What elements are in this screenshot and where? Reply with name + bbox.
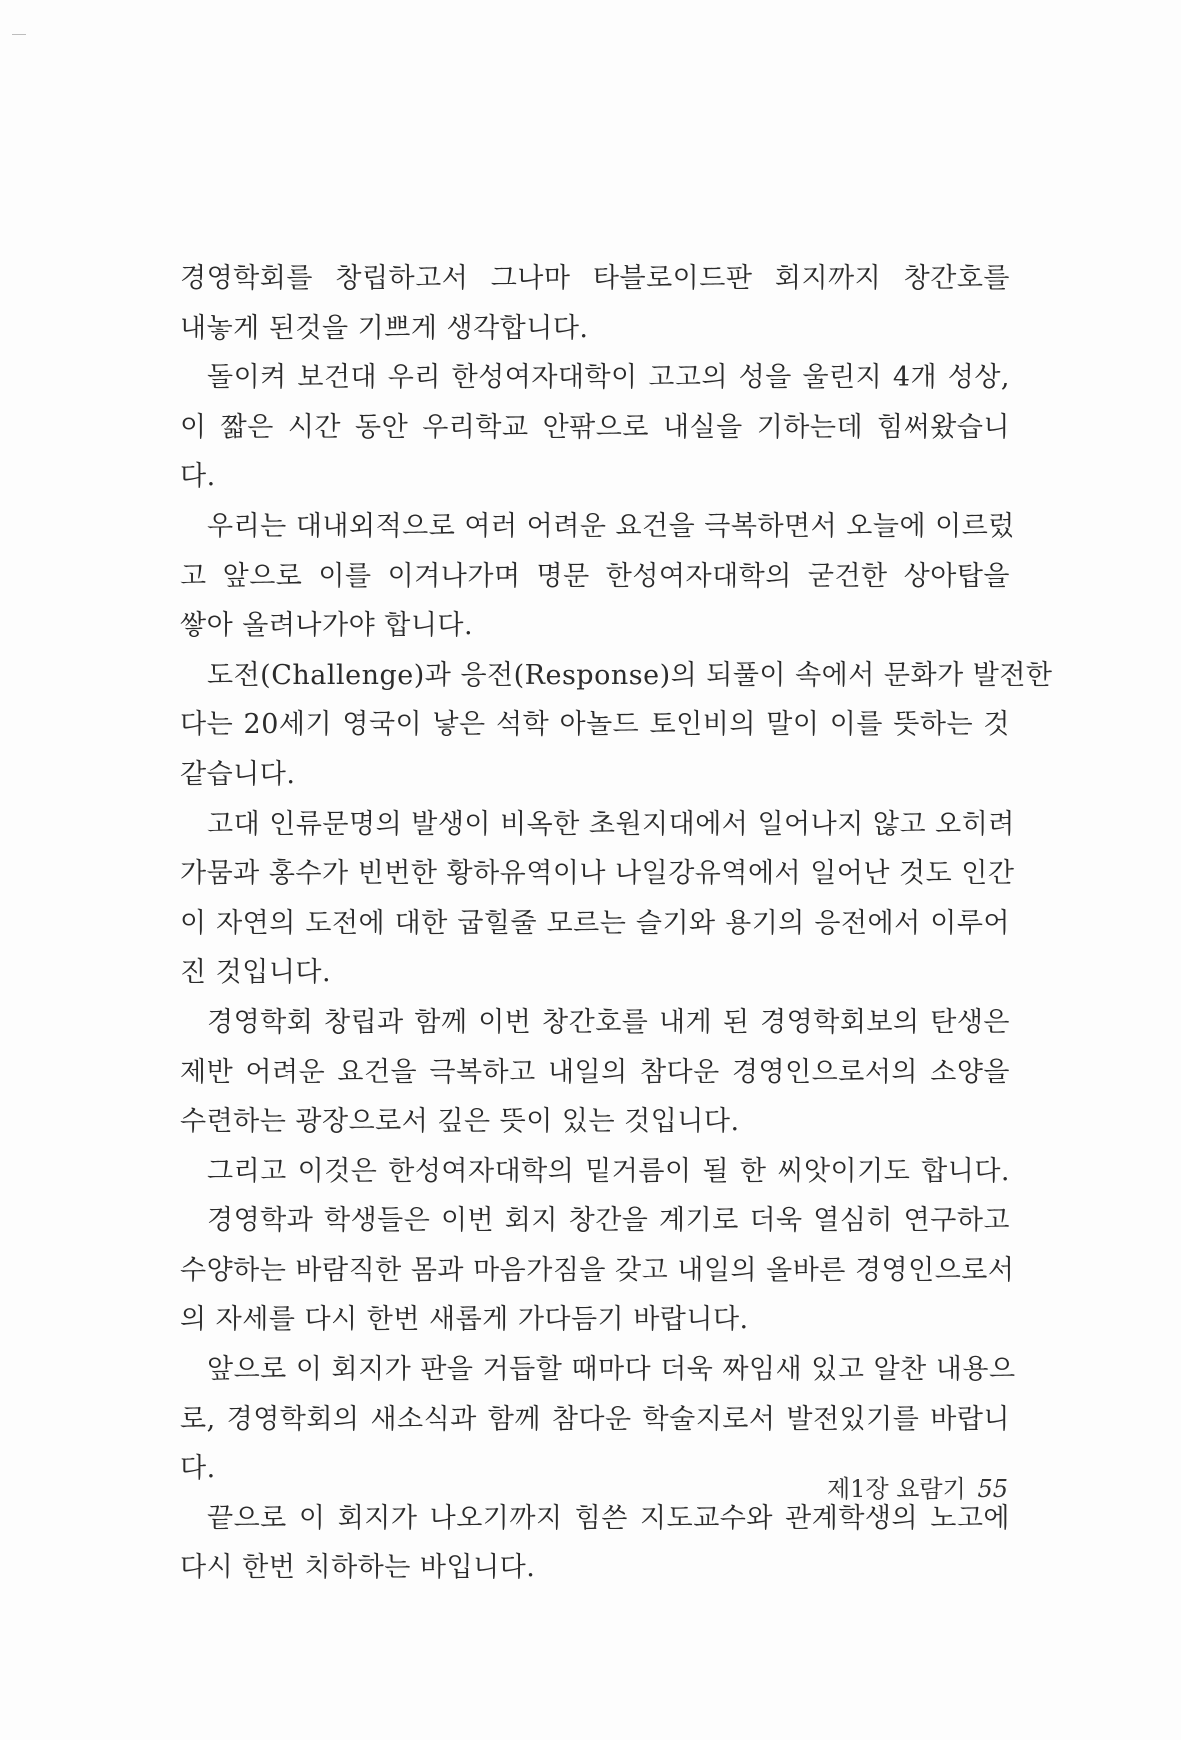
text-line: 다는 20세기 영국이 낳은 석학 아놀드 토인비의 말이 이를 뜻하는 것 bbox=[180, 709, 1010, 741]
text-line: 가뭄과 홍수가 빈번한 황하유역이나 나일강유역에서 일어난 것도 인간 bbox=[180, 858, 1015, 890]
text-line: 의 자세를 다시 한번 새롭게 가다듬기 바랍니다. bbox=[180, 1304, 749, 1336]
text-line: 도전(Challenge)과 응전(Response)의 되풀이 속에서 문화가 발전한 bbox=[207, 659, 1053, 691]
text-line: 쌓아 올려나가야 합니다. bbox=[180, 610, 474, 642]
text-line: 내놓게 된것을 기쁘게 생각합니다. bbox=[180, 312, 589, 344]
text-line: 다. bbox=[180, 461, 216, 493]
text-line: 이 자연의 도전에 대한 굽힐줄 모르는 슬기와 용기의 응전에서 이루어 bbox=[180, 907, 1010, 939]
scan-mark bbox=[12, 34, 26, 35]
text-line: 이 짧은 시간 동안 우리학교 안팎으로 내실을 기하는데 힘써왔습니 bbox=[180, 411, 1010, 443]
text-line: 로, 경영학회의 새소식과 함께 참다운 학술지로서 발전있기를 바랍니 bbox=[180, 1403, 1010, 1435]
chapter-label: 제1장 요람기 bbox=[826, 1475, 966, 1503]
page-footer bbox=[827, 1474, 1008, 1504]
text-line: 고 앞으로 이를 이겨나가며 명문 한성여자대학의 굳건한 상아탑을 bbox=[180, 560, 1010, 592]
text-line: 끝으로 이 회지가 나오기까지 힘쓴 지도교수와 관계학생의 노고에 bbox=[207, 1502, 1010, 1534]
text-line: 다. bbox=[180, 1453, 216, 1485]
text-line: 제반 어려운 요건을 극복하고 내일의 참다운 경영인으로서의 소양을 bbox=[180, 1056, 1010, 1088]
text-line: 수양하는 바람직한 몸과 마음가짐을 갖고 내일의 올바른 경영인으로서 bbox=[180, 1254, 1015, 1286]
page-number: 55 bbox=[977, 1475, 1008, 1503]
text-line: 앞으로 이 회지가 판을 거듭할 때마다 더욱 짜임새 있고 알찬 내용으 bbox=[207, 1354, 1016, 1386]
text-line: 경영학회를 창립하고서 그나마 타블로이드판 회지까지 창간호를 bbox=[180, 263, 1010, 294]
text-line: 고대 인류문명의 발생이 비옥한 초원지대에서 일어나지 않고 오히려 bbox=[207, 808, 1015, 840]
text-line: 같습니다. bbox=[180, 758, 296, 790]
text-line: 다시 한번 치하하는 바입니다. bbox=[180, 1552, 536, 1584]
text-line: 돌이켜 보건대 우리 한성여자대학이 고고의 성을 울린지 4개 성상, bbox=[207, 362, 1010, 394]
text-line: 수련하는 광장으로서 깊은 뜻이 있는 것입니다. bbox=[180, 1106, 740, 1138]
text-line: 그리고 이것은 한성여자대학의 밑거름이 될 한 씨앗이기도 합니다. bbox=[207, 1155, 1010, 1187]
body-text bbox=[180, 254, 1053, 1593]
text-line: 진 것입니다. bbox=[180, 957, 332, 989]
text-line: 경영학회 창립과 함께 이번 창간호를 내게 된 경영학회보의 탄생은 bbox=[207, 1006, 1010, 1038]
text-line: 우리는 대내외적으로 여러 어려운 요건을 극복하면서 오늘에 이르렀 bbox=[207, 510, 1015, 542]
text-line: 경영학과 학생들은 이번 회지 창간을 계기로 더욱 열심히 연구하고 bbox=[207, 1205, 1010, 1237]
